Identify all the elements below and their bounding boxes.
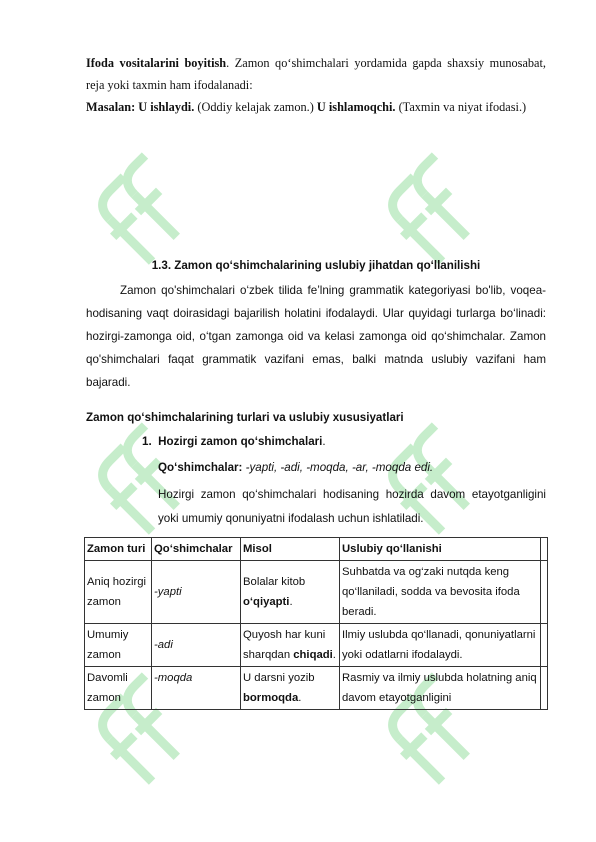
list-item-text: Hozirgi zamon qo‘shimchalari <box>158 435 323 448</box>
description-paragraph: Hozirgi zamon qo‘shimchalari hodisaning hozirda davom etayotganligini yoki umumiy qonuniyatni ifodalash uchun ishlatiladi. <box>158 488 546 525</box>
example-bold-2: U ishlamoqchi. <box>316 100 396 114</box>
example-text: Quyosh har kuni sharqdan <box>243 629 326 661</box>
table-cell-suffix: -adi <box>152 624 241 667</box>
table-header: Zamon turi <box>85 538 152 561</box>
suffix-table <box>84 537 548 710</box>
suffixes-values: -yapti, -adi, -moqda, -ar, -moqda edi. <box>242 461 434 474</box>
table-header: Qo‘shimchalar <box>152 538 241 561</box>
example-text-1: (Oddiy kelajak zamon.) <box>194 100 317 114</box>
table-header-row <box>85 538 548 561</box>
paragraph-enrichment <box>86 52 546 96</box>
table-row <box>85 624 548 667</box>
example-text: Bolalar kitob <box>243 576 306 588</box>
table-row <box>85 561 548 624</box>
table-cell-usage: Suhbatda va og‘zaki nutqda keng qo‘llaniladi, sodda va bevosita ifoda beradi. <box>340 561 541 624</box>
table-cell-example <box>241 667 340 710</box>
intro-paragraph: Zamon qo'shimchalari o‘zbek tilida fe’lning grammatik kategoriyasi bo'lib, voqea-hodisaning vaqt doirasidagi bajarilish holatini ifodalaydi. Ular quyidagi turlarga bo‘linadi: hozirgi-zamonga oid, o‘tgan zamonga oid va kelasi zamonga oid qo‘shimchalar. Zamon qo'shimchalari faqat grammatik vazifani emas, balki matnda uslubiy vazifani ham bajaradi. <box>86 284 546 389</box>
table-cell-example <box>241 624 340 667</box>
list-item <box>142 431 542 453</box>
table-cell-spacer <box>541 667 548 710</box>
paragraph-text: . Zamon qo‘shimchalari yordamida gapda shaxsiy munosabat, reja yoki taxmin ham ifodalanadi: <box>86 56 547 92</box>
example-text-2: (Taxmin va niyat ifodasi.) <box>395 100 527 114</box>
table-cell-suffix: -yapti <box>152 561 241 624</box>
suffixes-line <box>158 457 548 479</box>
example-text: U darsni yozib <box>243 672 315 684</box>
table-row <box>85 667 548 710</box>
section-heading: 1.3. Zamon qo‘shimchalarining uslubiy jihatdan qo‘llanilishi <box>151 259 481 272</box>
example-bold: bormoqda <box>243 692 299 704</box>
table-cell-spacer <box>541 561 548 624</box>
example-end: . <box>289 596 293 608</box>
table-cell-usage: Rasmiy va ilmiy uslubda holatning aniq davom etayotganligini <box>340 667 541 710</box>
table-header: Uslubiy qo‘llanishi <box>340 538 541 561</box>
list-number: 1. <box>142 435 152 448</box>
example-bold: o‘qiyapti <box>243 596 290 608</box>
table-cell-example <box>241 561 340 624</box>
table-header: Misol <box>241 538 340 561</box>
paragraph-example <box>86 96 546 118</box>
paragraph-bold-lead: Ifoda vositalarini boyitish <box>86 56 227 70</box>
table-cell-type: Aniq hozirgi zamon <box>85 561 152 624</box>
subheading: Zamon qo‘shimchalarining turlari va uslubiy xususiyatlari <box>86 411 404 424</box>
example-end: . <box>298 692 302 704</box>
table-cell-suffix: -moqda <box>152 667 241 710</box>
suffixes-label: Qo‘shimchalar: <box>158 461 243 474</box>
example-end: . <box>332 649 336 661</box>
table-cell-type: Umumiy zamon <box>85 624 152 667</box>
table-cell-usage: Ilmiy uslubda qo‘llanadi, qonuniyatlarni yoki odatlarni ifodalaydi. <box>340 624 541 667</box>
example-bold: chiqadi <box>293 649 333 661</box>
table-header-spacer <box>541 538 548 561</box>
table-cell-type: Davomli zamon <box>85 667 152 710</box>
table-cell-spacer <box>541 624 548 667</box>
example-bold-1: Masalan: U ishlaydi. <box>86 100 195 114</box>
list-item-dot: . <box>322 435 326 448</box>
